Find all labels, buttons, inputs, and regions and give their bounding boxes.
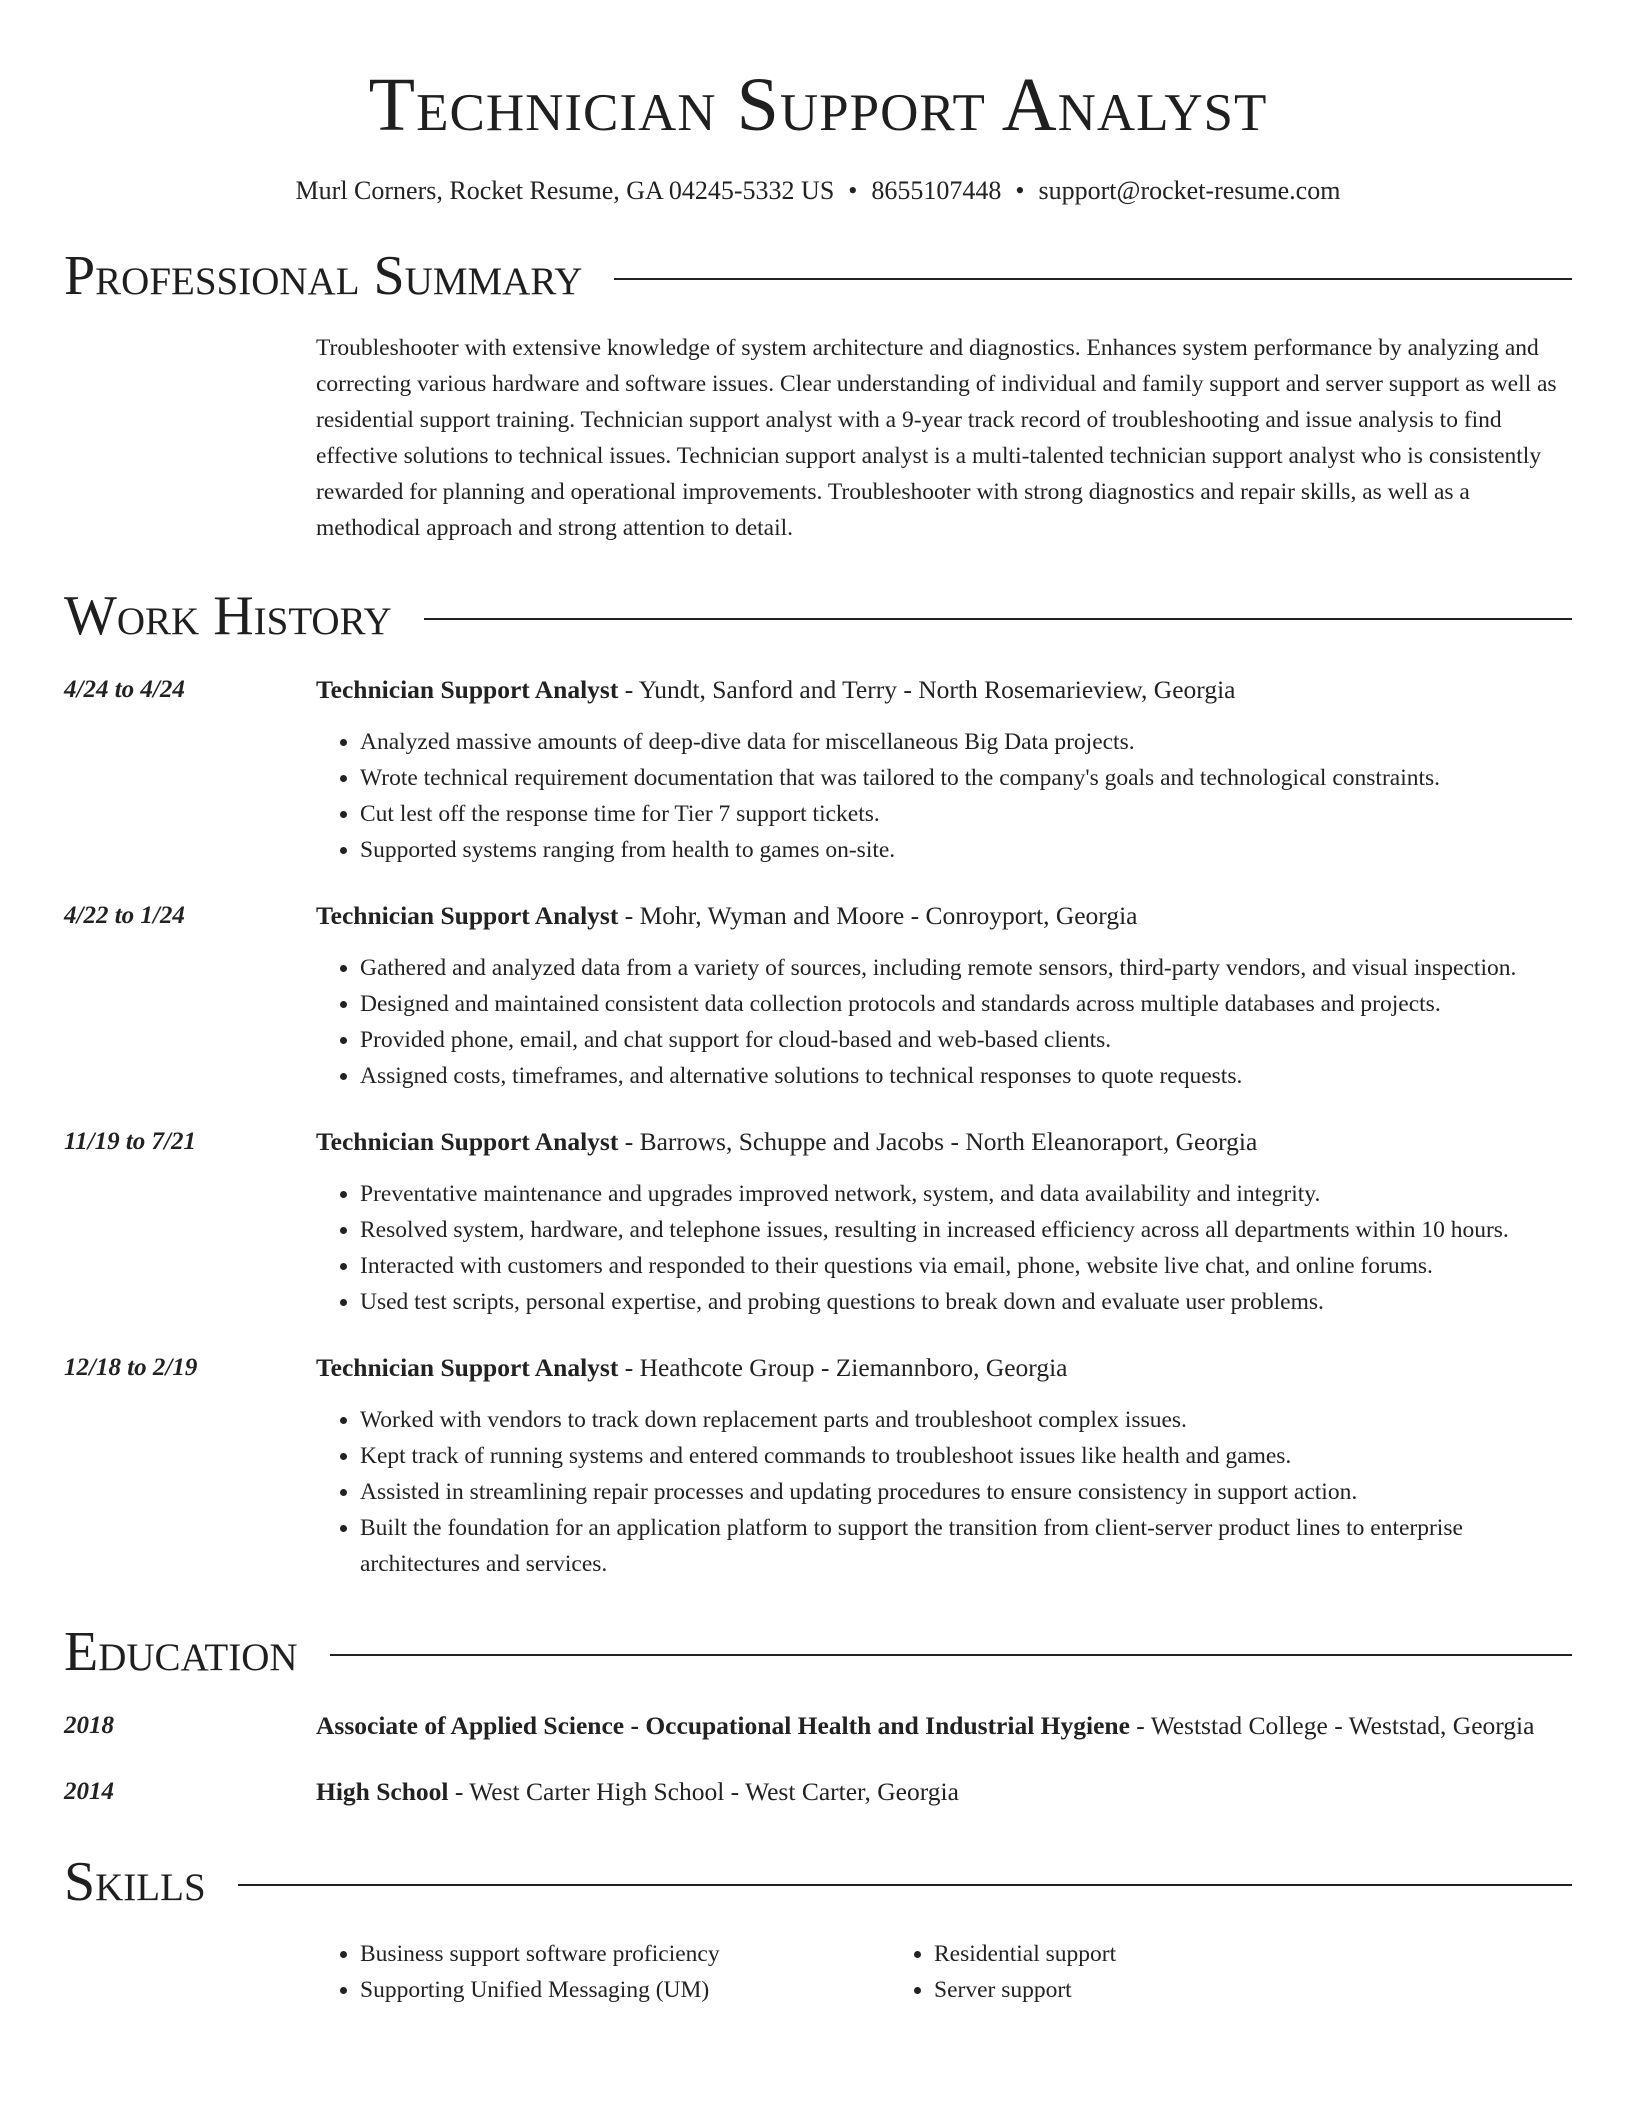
list-item: • Resolved system, hardware, and telephone issues, resulting in increased efficiency across all departments within 10 hours. bbox=[360, 1212, 1572, 1248]
skills-heading: Skills bbox=[64, 1851, 206, 1913]
job-title: Technician Support Analyst bbox=[316, 1127, 619, 1156]
work-heading: Work History bbox=[64, 585, 392, 647]
list-item: • Used test scripts, personal expertise, and probing questions to break down and evaluate user problems. bbox=[360, 1284, 1572, 1320]
section-divider bbox=[238, 1884, 1572, 1886]
list-item: • Gathered and analyzed data from a variety of sources, including remote sensors, third-party vendors, and visual inspection. bbox=[360, 950, 1572, 986]
skills-column-right bbox=[890, 1936, 1464, 2008]
education-year: 2014 bbox=[64, 1778, 114, 1805]
page-title: Technician Support Analyst bbox=[368, 63, 1268, 147]
list-item: • Built the foundation for an application platform to support the transition from client-server product lines to enterprise architectures and services. bbox=[360, 1510, 1572, 1582]
work-dates: 4/24 to 4/24 bbox=[64, 676, 185, 703]
work-entry bbox=[64, 670, 1572, 868]
work-dates: 12/18 to 2/19 bbox=[64, 1354, 198, 1381]
job-company: - Barrows, Schuppe and Jacobs - North Eleanoraport, Georgia bbox=[618, 1127, 1258, 1156]
list-item: • Kept track of running systems and entered commands to troubleshoot issues like health and games. bbox=[360, 1438, 1572, 1474]
work-bullets bbox=[316, 1402, 1572, 1582]
education-year: 2018 bbox=[64, 1712, 114, 1739]
skills-column-left bbox=[316, 1936, 890, 2008]
list-item: • Residential support bbox=[934, 1936, 1464, 1972]
education-body bbox=[316, 1706, 1572, 1746]
education-line bbox=[316, 1706, 1572, 1746]
work-title-line bbox=[316, 670, 1572, 710]
list-item: • Cut lest off the response time for Tier 7 support tickets. bbox=[360, 796, 1572, 832]
job-title: Technician Support Analyst bbox=[316, 1353, 619, 1382]
work-title-line bbox=[316, 896, 1572, 936]
education-entry bbox=[64, 1772, 1572, 1812]
contact-phone: 8655107448 bbox=[871, 176, 1002, 205]
summary-text: Troubleshooter with extensive knowledge of system architecture and diagnostics. Enhances system performance by analyzing and correcting various hardware and software issues. Clear understanding of individual and family support and server support as well as residential support training. Technician support analyst with a 9-year track record of troubleshooting and issue analysis to find effective solutions to technical issues. Technician support analyst is a multi-talented technician support analyst who is consistently rewarded for planning and operational improvements. Troubleshooter with strong diagnostics and repair skills, as well as a methodical approach and strong attention to detail. bbox=[316, 335, 1557, 541]
section-divider bbox=[424, 618, 1572, 620]
section-divider bbox=[614, 278, 1572, 280]
education-body bbox=[316, 1772, 1572, 1812]
work-entry bbox=[64, 896, 1572, 1094]
list-item: • Supported systems ranging from health to games on-site. bbox=[360, 832, 1572, 868]
job-title: Technician Support Analyst bbox=[316, 675, 619, 704]
work-bullets bbox=[316, 1176, 1572, 1320]
contact-separator: • bbox=[1015, 176, 1025, 205]
work-body bbox=[316, 1348, 1572, 1582]
work-title-line bbox=[316, 1348, 1572, 1388]
work-bullets bbox=[316, 950, 1572, 1094]
education-section-header bbox=[64, 1620, 1572, 1684]
contact-email: support@rocket-resume.com bbox=[1038, 176, 1341, 205]
list-item: • Wrote technical requirement documentation that was tailored to the company's goals and technological constraints. bbox=[360, 760, 1572, 796]
list-item: • Assigned costs, timeframes, and alternative solutions to technical responses to quote requests. bbox=[360, 1058, 1572, 1094]
job-company: - Heathcote Group - Ziemannboro, Georgia bbox=[618, 1353, 1068, 1382]
skills-section-header bbox=[64, 1850, 1572, 1914]
contact-line bbox=[64, 176, 1572, 206]
job-company: - Yundt, Sanford and Terry - North Rosemarieview, Georgia bbox=[618, 675, 1236, 704]
work-bullets bbox=[316, 724, 1572, 868]
job-company: - Mohr, Wyman and Moore - Conroyport, Georgia bbox=[618, 901, 1138, 930]
resume-page bbox=[64, 0, 1572, 2008]
job-title: Technician Support Analyst bbox=[316, 901, 619, 930]
education-heading: Education bbox=[64, 1621, 298, 1683]
list-item: • Assisted in streamlining repair processes and updating procedures to ensure consistency in support action. bbox=[360, 1474, 1572, 1510]
work-title-line bbox=[316, 1122, 1572, 1162]
education-line bbox=[316, 1772, 1572, 1812]
list-item: • Preventative maintenance and upgrades improved network, system, and data availability and integrity. bbox=[360, 1176, 1572, 1212]
skills-list bbox=[316, 1936, 1572, 2008]
list-item: • Server support bbox=[934, 1972, 1464, 2008]
education-entry bbox=[64, 1706, 1572, 1746]
work-entry bbox=[64, 1348, 1572, 1582]
section-divider bbox=[330, 1654, 1572, 1656]
work-dates: 11/19 to 7/21 bbox=[64, 1128, 196, 1155]
contact-address: Murl Corners, Rocket Resume, GA 04245-5332 US bbox=[295, 176, 835, 205]
list-item: • Business support software proficiency bbox=[360, 1936, 890, 1972]
work-body bbox=[316, 670, 1572, 868]
contact-separator: • bbox=[848, 176, 858, 205]
list-item: • Supporting Unified Messaging (UM) bbox=[360, 1972, 890, 2008]
work-section-header bbox=[64, 584, 1572, 648]
list-item: • Designed and maintained consistent data collection protocols and standards across multiple databases and projects. bbox=[360, 986, 1572, 1022]
education-school: - West Carter High School - West Carter, Georgia bbox=[448, 1777, 959, 1806]
work-entry bbox=[64, 1122, 1572, 1320]
education-degree: Associate of Applied Science - Occupational Health and Industrial Hygiene bbox=[316, 1711, 1130, 1740]
work-body bbox=[316, 1122, 1572, 1320]
summary-heading: Professional Summary bbox=[64, 245, 583, 307]
work-dates: 4/22 to 1/24 bbox=[64, 902, 185, 929]
work-body bbox=[316, 896, 1572, 1094]
list-item: • Interacted with customers and responded to their questions via email, phone, website live chat, and online forums. bbox=[360, 1248, 1572, 1284]
list-item: • Analyzed massive amounts of deep-dive data for miscellaneous Big Data projects. bbox=[360, 724, 1572, 760]
list-item: • Provided phone, email, and chat support for cloud-based and web-based clients. bbox=[360, 1022, 1572, 1058]
education-school: - Weststad College - Weststad, Georgia bbox=[1129, 1711, 1535, 1740]
summary-section-header bbox=[64, 244, 1572, 308]
education-degree: High School bbox=[316, 1777, 449, 1806]
list-item: • Worked with vendors to track down replacement parts and troubleshoot complex issues. bbox=[360, 1402, 1572, 1438]
